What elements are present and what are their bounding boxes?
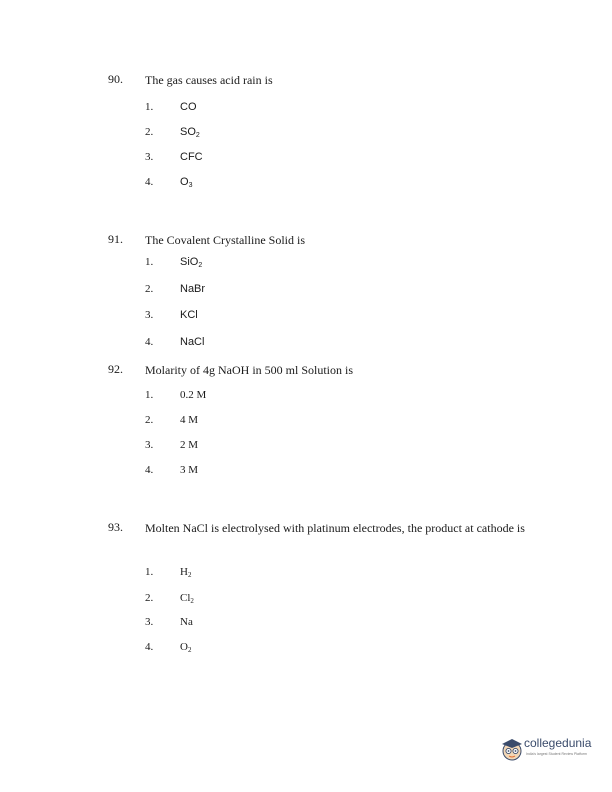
option-number: 4. [145,464,154,476]
logo-tagline: India's largest Student Review Platform [526,752,587,756]
option-number: 4. [145,176,154,188]
question-number: 92. [108,362,123,376]
option-number: 3. [145,309,154,321]
option-text: 4 M [180,414,199,426]
collegedunia-logo[interactable] [500,736,600,766]
option-text: 3 M [180,464,199,476]
option-text: $SO_2$ [180,126,200,139]
option-number: 3. [145,439,154,451]
option-text: $O_3$ [180,176,193,189]
question-number: 91. [108,232,123,246]
option-text: NaCl [180,336,205,348]
option-text: CO [180,101,197,113]
option-text: $H_2$ [180,566,192,579]
question-text: Molarity of 4g NaOH in 500 ml Solution is [145,363,353,377]
option-number: 2. [145,283,154,295]
option-number: 2. [145,592,154,604]
option-text: 0.2 M [180,389,207,401]
question-number: 90. [108,72,123,86]
option-number: 2. [145,126,154,138]
option-text: $Cl_2$ [180,592,194,605]
option-text: CFC [180,151,203,163]
question-text: The gas causes acid rain is [145,73,273,87]
question-text: Molten NaCl is electrolysed with platinum electrodes, the product at cathode is [145,521,525,535]
option-text: KCl [180,309,198,321]
option-number: 4. [145,336,154,348]
option-number: 1. [145,389,154,401]
question-number: 93. [108,520,123,534]
option-text: NaBr [180,283,206,295]
option-number: 1. [145,101,154,113]
option-text: $O_2$ [180,641,192,654]
option-number: 4. [145,641,154,653]
option-text: Na [180,616,193,628]
option-number: 3. [145,151,154,163]
option-number: 2. [145,414,154,426]
option-number: 1. [145,566,154,578]
mascot-icon [500,736,524,764]
option-text: SiO$_2$ [180,256,203,269]
option-text: 2 M [180,439,199,451]
question-text: The Covalent Crystalline Solid is [145,233,305,247]
option-number: 3. [145,616,154,628]
logo-name: collegedunia [524,736,592,750]
option-number: 1. [145,256,154,268]
